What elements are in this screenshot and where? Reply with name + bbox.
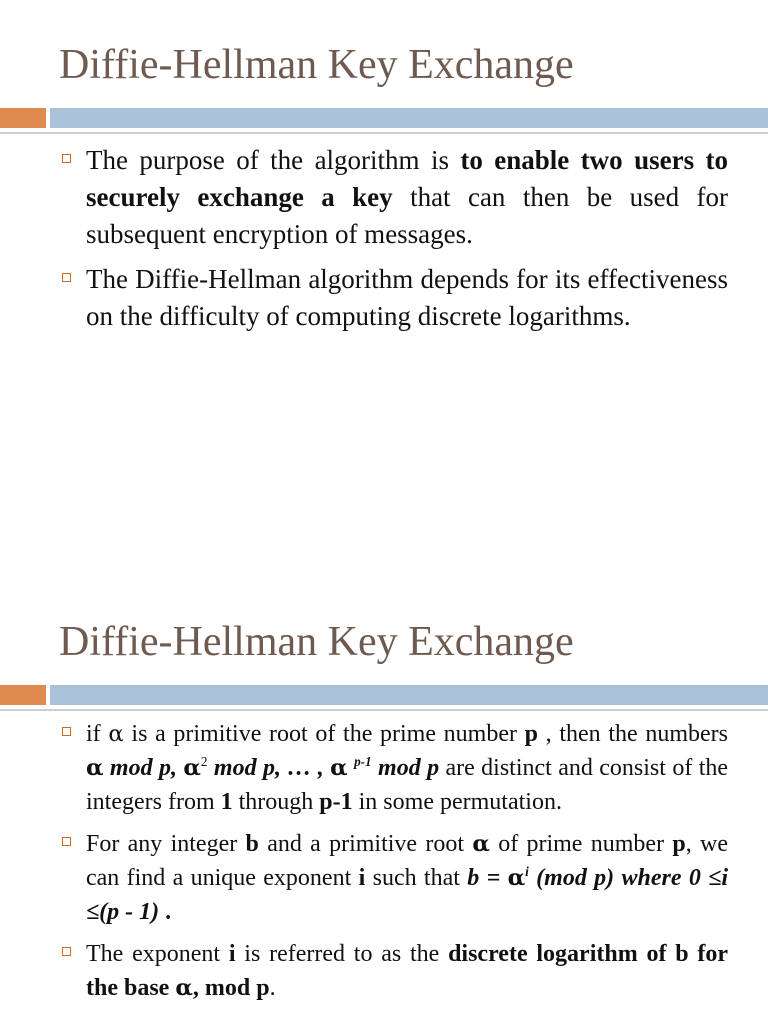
square-bullet-icon xyxy=(62,837,71,846)
divider xyxy=(0,709,768,711)
accent-bar-blue xyxy=(50,685,768,705)
square-bullet-icon xyxy=(62,154,71,163)
square-bullet-icon xyxy=(62,727,71,736)
list-item: The exponent i is referred to as the discrete logarithm of b for the base α, mod p. xyxy=(60,937,728,1005)
bullet-list xyxy=(60,717,728,1013)
bullet-list xyxy=(60,142,728,343)
list-item: For any integer b and a primitive root α of prime number p, we can find a unique exponent i such that $b = \alpha^i$ (mod p) where 0 ≤i ≤(p - 1) . xyxy=(60,827,728,929)
list-item: The Diffie-Hellman algorithm depends for its effectiveness on the difficulty of computing discrete logarithms. xyxy=(60,261,728,335)
accent-bar-orange xyxy=(0,108,46,128)
accent-bar-orange xyxy=(0,685,46,705)
title-bar xyxy=(0,108,768,128)
divider xyxy=(0,132,768,134)
square-bullet-icon xyxy=(62,273,71,282)
slide-2 xyxy=(0,588,768,1024)
accent-bar-blue xyxy=(50,108,768,128)
title-bar xyxy=(0,685,768,705)
square-bullet-icon xyxy=(62,947,71,956)
list-item: if α is a primitive root of the prime number p , then the numbers α mod p, $\alpha^2$ mod p, … , α $^{p-1}$ mod p are distinct and consist of the integers from 1 through p-1 in some permutation. xyxy=(60,717,728,819)
list-item: The purpose of the algorithm is to enable two users to securely exchange a key that can then be used for subsequent encryption of messages. xyxy=(60,142,728,253)
slide-title: Diffie-Hellman Key Exchange xyxy=(59,619,574,665)
slide-title: Diffie-Hellman Key Exchange xyxy=(59,42,574,88)
